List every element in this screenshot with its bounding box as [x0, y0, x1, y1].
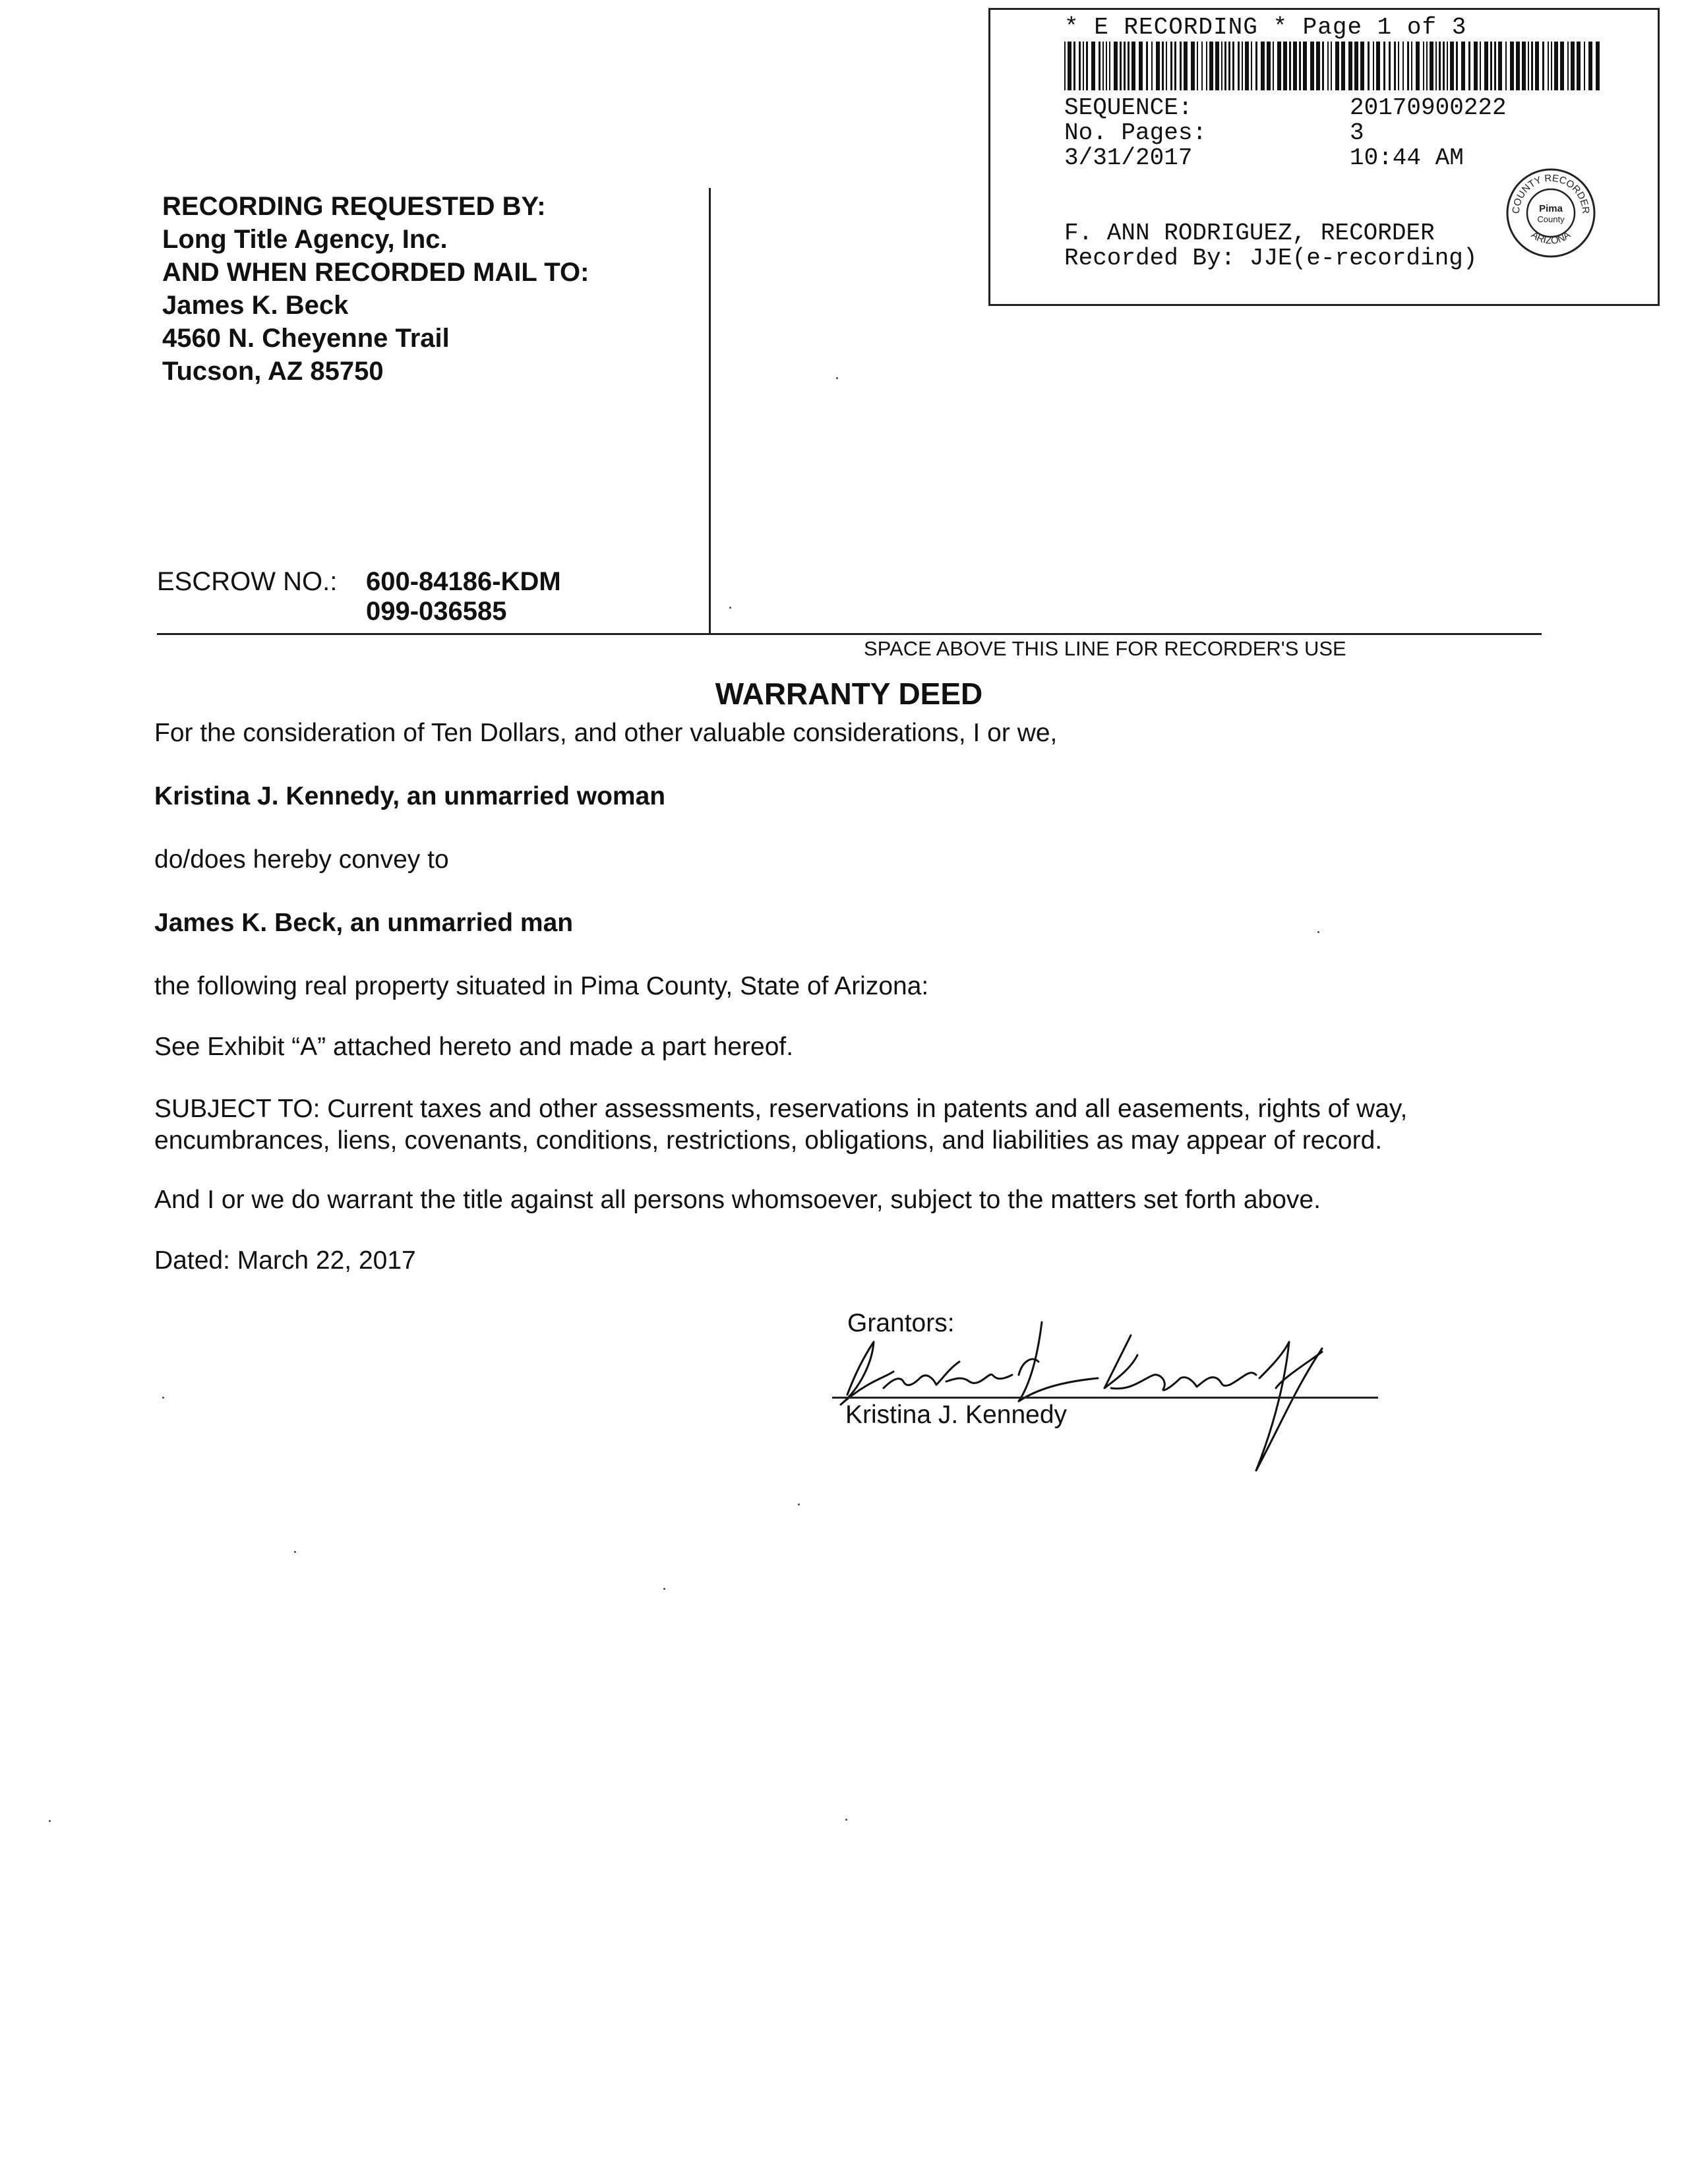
recorded-by: Recorded By: JJE(e-recording) [1064, 245, 1478, 272]
grantor-name: Kristina J. Kennedy, an unmarried woman [154, 782, 666, 810]
scan-speck [162, 1397, 164, 1399]
grantors-label: Grantors: [847, 1309, 955, 1337]
signer-name: Kristina J. Kennedy [845, 1401, 1068, 1429]
scan-speck [729, 607, 731, 609]
scan-speck [1317, 931, 1319, 933]
scan-speck [798, 1503, 800, 1505]
recording-date: 3/31/2017 [1064, 144, 1193, 171]
seal-top-text: COUNTY RECORDER [1510, 172, 1592, 214]
pages-value: 3 [1350, 119, 1364, 146]
vertical-divider [709, 188, 711, 635]
escrow-number: 600-84186-KDM [366, 567, 561, 596]
scan-speck [836, 377, 838, 379]
warrant-text: And I or we do warrant the title against all persons whomsoever, subject to the matters set forth above. [154, 1186, 1321, 1214]
document-title: WARRANTY DEED [715, 677, 983, 711]
handwritten-signature [821, 1316, 1401, 1474]
recorder-stamp [988, 8, 1660, 306]
property-text: the following real property situated in Pima County, State of Arizona: [154, 972, 929, 1000]
barcode-icon [1064, 42, 1605, 90]
subject-to-text: SUBJECT TO: Current taxes and other assessments, reservations in patents and all easements, rights of way, encumbrances, liens, covenants, conditions, restrictions, obligations, and liabilities as may appear of record. [154, 1095, 1408, 1155]
recorder-use-note: SPACE ABOVE THIS LINE FOR RECORDER'S USE [864, 637, 1346, 660]
seal-center-line1: Pima [1539, 203, 1563, 214]
scan-speck [845, 1819, 847, 1821]
sequence-label: SEQUENCE: [1064, 94, 1193, 121]
mail-to-name: James K. Beck [162, 291, 349, 320]
signature-line [832, 1397, 1378, 1399]
requested-by: Long Title Agency, Inc. [162, 225, 448, 254]
mail-to-label: AND WHEN RECORDED MAIL TO: [162, 258, 589, 287]
escrow-number-2: 099-036585 [366, 597, 507, 626]
sequence-value: 20170900222 [1350, 94, 1507, 121]
recorder-name: F. ANN RODRIGUEZ, RECORDER [1064, 220, 1435, 247]
recording-address-block [162, 190, 589, 388]
scan-speck [294, 1551, 296, 1553]
recorder-use-line [157, 633, 1542, 635]
pages-label: No. Pages: [1064, 119, 1207, 146]
consideration-text: For the consideration of Ten Dollars, and other valuable considerations, I or we, [154, 719, 1058, 747]
county-seal-icon [1505, 167, 1597, 259]
convey-text: do/does hereby convey to [154, 845, 449, 874]
exhibit-text: See Exhibit “A” attached hereto and made a part hereof. [154, 1033, 794, 1061]
grantee-name: James K. Beck, an unmarried man [154, 909, 574, 937]
requested-by-label: RECORDING REQUESTED BY: [162, 192, 546, 221]
stamp-header: * E RECORDING * Page 1 of 3 [1064, 14, 1467, 41]
mail-to-city: Tucson, AZ 85750 [162, 357, 384, 386]
dated-text: Dated: March 22, 2017 [154, 1246, 416, 1275]
recording-time: 10:44 AM [1350, 144, 1464, 171]
escrow-label: ESCROW NO.: [157, 567, 338, 596]
scan-speck [49, 1820, 51, 1822]
scan-speck [663, 1588, 665, 1590]
mail-to-street: 4560 N. Cheyenne Trail [162, 324, 450, 353]
seal-bottom-text: ARIZONA [1528, 229, 1573, 247]
seal-center-line2: County [1537, 214, 1565, 224]
